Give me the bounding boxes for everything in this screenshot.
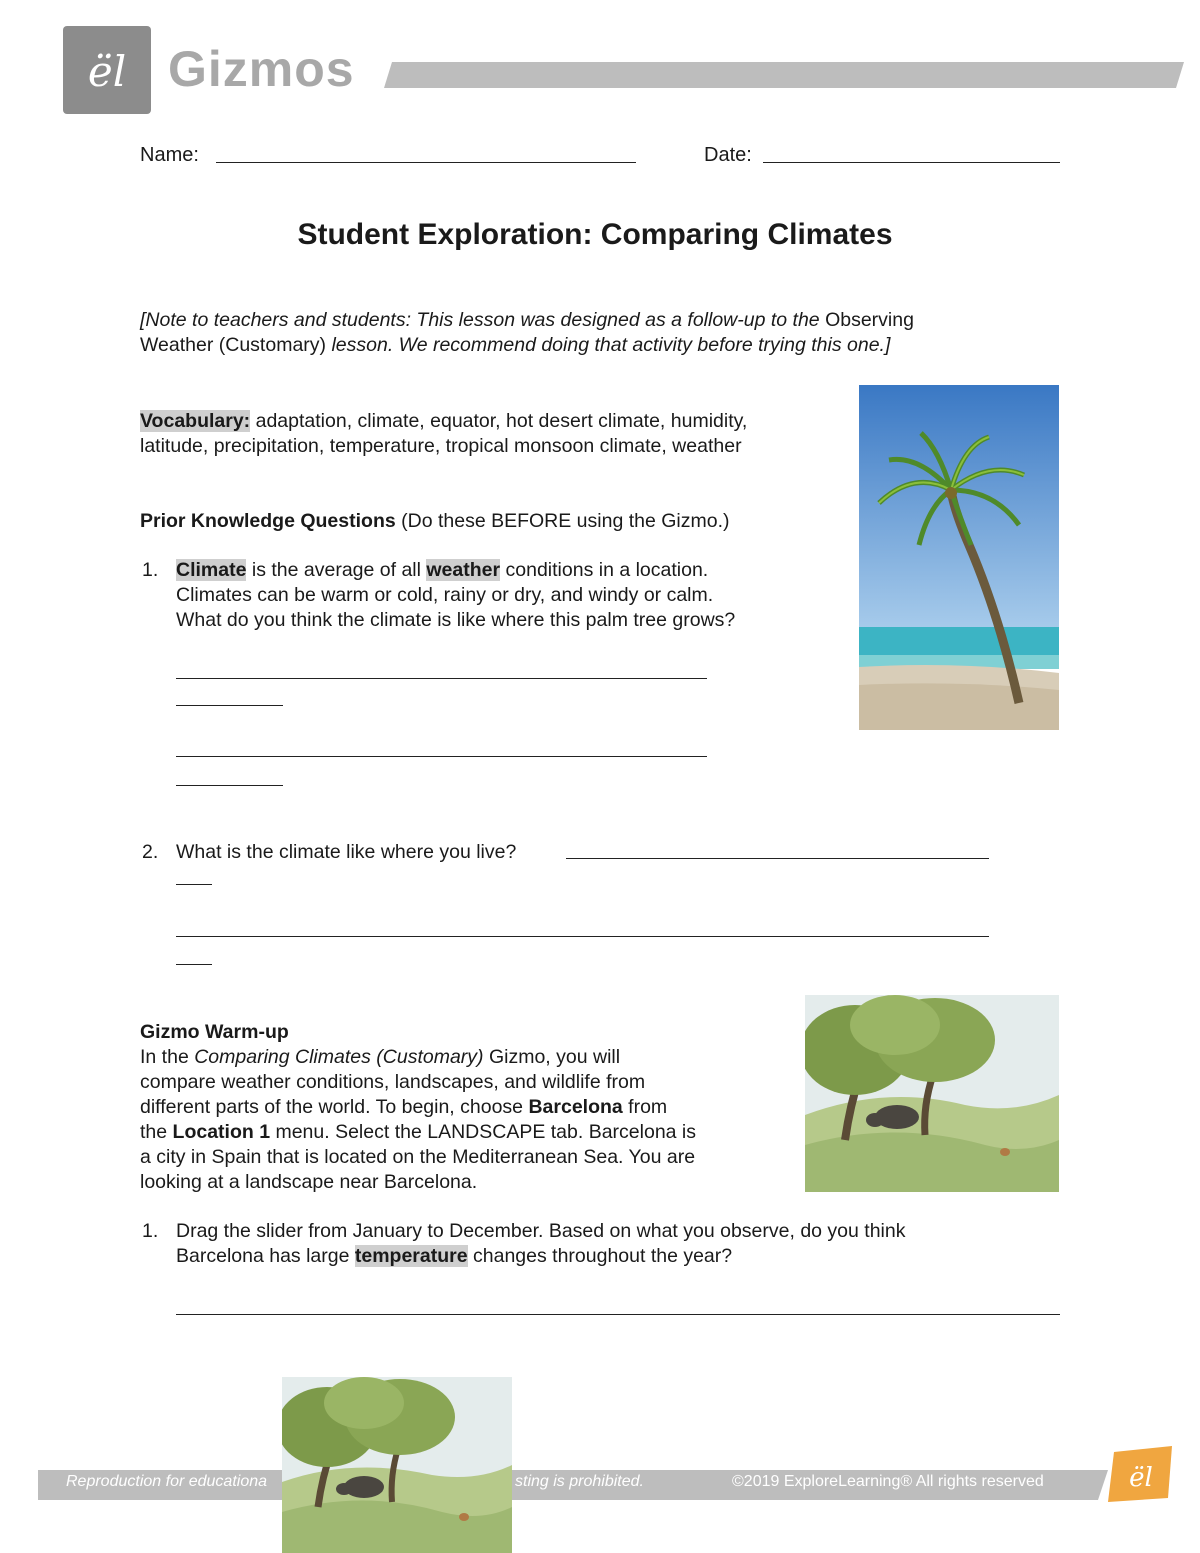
gizmo-name: Comparing Climates (Customary) <box>194 1046 484 1068</box>
warmup-question-1-text <box>176 1219 1036 1269</box>
vocabulary-line: latitude, precipitation, temperature, tropical monsoon climate, weather <box>140 435 742 457</box>
name-label: Name: <box>140 144 199 166</box>
warmup-text: looking at a landscape near Barcelona. <box>140 1171 478 1193</box>
answer-line[interactable] <box>176 1314 1060 1315</box>
term-weather: weather <box>426 559 501 581</box>
answer-line[interactable] <box>176 785 283 786</box>
gizmo-warmup <box>140 1020 780 1195</box>
header-bar <box>384 62 1184 88</box>
location-1-menu: Location 1 <box>172 1121 271 1143</box>
warmup-text: the <box>140 1121 173 1143</box>
question-text: changes throughout the year? <box>467 1245 733 1267</box>
barcelona-landscape-image-duplicate <box>282 1377 512 1553</box>
question-number: 1. <box>142 1220 159 1242</box>
term-climate: Climate <box>176 559 247 581</box>
explorelearning-logo <box>63 26 151 114</box>
answer-line[interactable] <box>176 884 212 885</box>
answer-line[interactable] <box>176 678 707 679</box>
footer-logo-icon <box>1108 1446 1176 1504</box>
warmup-text: different parts of the world. To begin, choose <box>140 1096 529 1118</box>
footer-copyright-notice-left: Reproduction for educationa <box>66 1473 268 1490</box>
prior-knowledge-heading <box>140 509 730 534</box>
prior-subheading: (Do these BEFORE using the Gizmo.) <box>395 510 730 532</box>
svg-text:ël: ël <box>1129 1463 1153 1493</box>
date-field[interactable] <box>763 162 1060 163</box>
question-text: conditions in a location. <box>500 559 709 581</box>
svg-text:ël: ël <box>87 47 127 96</box>
date-label: Date: <box>704 144 752 166</box>
answer-line[interactable] <box>176 705 283 706</box>
palm-tree-beach-image <box>859 385 1059 730</box>
warmup-text: a city in Spain that is located on the Mediterranean Sea. You are <box>140 1146 696 1168</box>
barcelona-landscape-image <box>805 995 1059 1192</box>
lesson-link-part2: Weather (Customary) <box>140 334 327 356</box>
answer-line[interactable] <box>176 964 212 965</box>
brand-name: Gizmos <box>168 41 355 97</box>
footer-copyright-notice-middle: sting is prohibited. <box>515 1473 644 1490</box>
answer-line[interactable] <box>566 858 989 859</box>
warmup-text: Gizmo, you will <box>483 1046 621 1068</box>
term-temperature: temperature <box>354 1245 468 1267</box>
lesson-link-part1: Observing <box>825 309 914 331</box>
answer-line[interactable] <box>176 756 707 757</box>
question-number: 2. <box>142 841 159 863</box>
answer-line[interactable] <box>176 936 989 937</box>
question-number: 1. <box>142 559 159 581</box>
footer-rights: ©2019 ExploreLearning® All rights reserved <box>732 1473 1044 1490</box>
vocabulary-line: adaptation, climate, equator, hot desert climate, humidity, <box>250 410 748 432</box>
warmup-heading: Gizmo Warm-up <box>140 1021 289 1043</box>
warmup-text: In the <box>140 1046 195 1068</box>
warmup-text: compare weather conditions, landscapes, and wildlife from <box>140 1071 646 1093</box>
logo-mark-icon <box>63 26 151 114</box>
note-text: [Note to teachers and students: This lesson was designed as a follow-up to the <box>140 309 826 331</box>
teacher-note <box>140 308 1020 358</box>
question-text: What do you think the climate is like where this palm tree grows? <box>176 609 736 631</box>
location-barcelona: Barcelona <box>528 1096 623 1118</box>
note-text-end: lesson. We recommend doing that activity before trying this one.] <box>326 334 891 356</box>
question-text: is the average of all <box>246 559 427 581</box>
vocabulary <box>140 409 840 459</box>
warmup-text: menu. Select the LANDSCAPE tab. Barcelona is <box>270 1121 697 1143</box>
name-field[interactable] <box>216 162 636 163</box>
question-text: Drag the slider from January to December. Based on what you observe, do you think <box>176 1220 906 1242</box>
question-1-text <box>176 558 836 633</box>
page-title: Student Exploration: Comparing Climates <box>297 218 893 251</box>
vocabulary-label: Vocabulary: <box>140 410 251 432</box>
warmup-text: from <box>622 1096 668 1118</box>
question-text: Barcelona has large <box>176 1245 355 1267</box>
question-2-text: What is the climate like where you live? <box>176 841 517 863</box>
prior-heading: Prior Knowledge Questions <box>140 510 396 532</box>
question-text: Climates can be warm or cold, rainy or dry, and windy or calm. <box>176 584 714 606</box>
